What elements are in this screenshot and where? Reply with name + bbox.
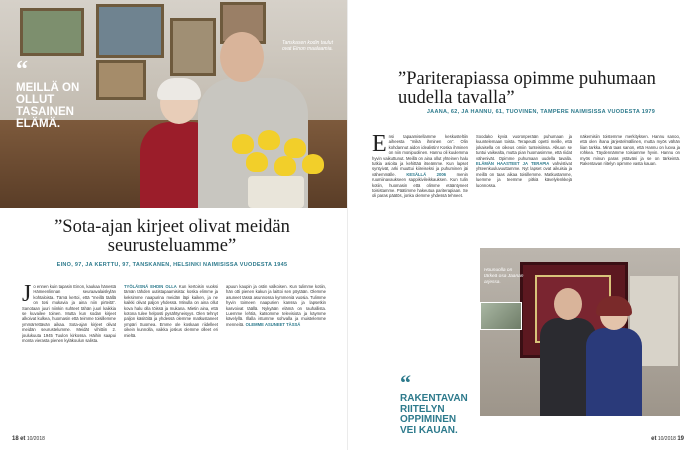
body-text: näkemisiin toistemme merkityksen. Hannu sanoo, että olen ihana järjestelmällinen, mutta myös vähän liian tarkka. Minä taas sanon, että Hannu on luova ja rohkea. Täydennämme toisiamme hyvin. Hannu on myös minun paras ystäväni ja se on tärkeintä. Rakentavan riitelyn opimme vasta kauan. bbox=[580, 134, 680, 167]
issue-number: 10/2018 bbox=[26, 436, 45, 442]
small-photo bbox=[480, 302, 522, 330]
page-folio-left bbox=[12, 436, 45, 442]
body-text: menin ruumiinavaukseen sappikivileikkauksen. Kun tulin kotiin, huomasin että olimme etääntyneet toisistamme. Päätimme hakeutua pariterapiaan. Se oli paras päätös, jonka olemme yhdessä tehneet. bbox=[372, 171, 468, 199]
magazine-brand: et bbox=[651, 436, 657, 442]
photo-caption: Hounuolla on tärkeä osa Jaanan arjessa. bbox=[484, 268, 524, 285]
body-text: o ennen kuin tapasin Einon, kaukaa hänestä Hämeenlinnan seuraavalaiskylän kohtaloista. Tämä kertoi, että ”meillä täällä on tosi mukavia ja aina niin pirteitä”. Sanotaan juuri niinkin suhteet tähän juuri kaikkia se kuvailee toinen. Mutta kun sodan kirjeet alkoivat kulkea, huomasin että teimme toisillemme ymmärrettävän aikaa. Sota-ajan kirjeet olivat meidän seurustelumme. Meidät vihittiin 2. joulukuuta 1945 Tuulon kirkossa. Häihin saapui monta vierasta pienen kyläkoulun salista. bbox=[22, 284, 116, 344]
section-heading: TYÖLÄISNÄ EHDIN OLLA bbox=[124, 284, 177, 289]
couple-photo-left bbox=[0, 0, 348, 208]
magazine-brand: et bbox=[20, 436, 26, 442]
text-column-1 bbox=[22, 284, 116, 434]
painting-frame bbox=[96, 4, 164, 58]
article-subhead: JAANA, 62, JA HANNU, 61, TUOVINEN, TAMPERE NAIMISISSA VUODESTA 1979 bbox=[426, 109, 656, 115]
article-headline: ”Sota-ajan kirjeet olivat meidän seurusteluamme” bbox=[54, 217, 290, 256]
body-text: apuun kaupin ja ostin valkoisen. Kun tulimme kotiin, hän otti pienen kakun ja laittoi sen pöytään. Olemme asuneet tässä asunnossa kymmeniä vuosia. Tulimme hyvin toimeen naapurien kanssa ja lapsetkin kasvoivat täällä. Nykyään elämä on rauhallista. Luemme lehtiä, katsomme televisiota ja käymme kävelyllä. Illalla istumme sohvalla ja muistelemme menneitä. bbox=[226, 284, 326, 327]
text-column-1 bbox=[372, 134, 468, 370]
text-column-2 bbox=[476, 134, 572, 242]
body-text: Kun kertoisin vuoksi tämän tähden uutistapaamisista: koska elimme ja keksimme naapurina meidän läpi kaiken, ja ne kaikki olivat paljon yhdessä. Minulla on aina ollut kova halu olla töissä ja mukana. Mietin aina, että kotona tulee helposti pysähtyneisyys. Olen tehnyt paljon käsitöitä ja yhdessä olemme matkustaneet ympäri Suomea. Emme ole koskaan riidelleet oikein kunnolla, vaikka joskus olemme olleet eri mieltä. bbox=[124, 284, 218, 338]
page-number: 19 bbox=[677, 436, 684, 442]
woman-figure bbox=[586, 300, 642, 416]
pull-quote-text: RAKENTAVAN RIITELYN OPPIMINEN VEI KAUAN. bbox=[400, 393, 468, 436]
painting-frame bbox=[96, 60, 146, 100]
pull-quote-text: MEILLÄ ON OLLUT TASAINEN ELÄMÄ. bbox=[16, 82, 80, 130]
dropcap: J bbox=[22, 284, 32, 307]
quote-mark-icon: “ bbox=[16, 57, 28, 83]
body-text: nsi tapaamisellamme keskusteltiin aiheesta ”mikä ihminen on”. Olin kohdannut aidon idealistin! Koska ihminen on niin monipuolinen. Hannu oli kuulemma hyvin vaikuttunut. Meillä on aina ollut yhteinen halu tutkia asioita ja kehittää itseämme. Kun lapset syntyivät, arki muuttui kiireiseksi ja puhuminen jäi vähemmälle. bbox=[372, 134, 468, 177]
quote-mark-icon: “ bbox=[400, 370, 411, 395]
photo-caption: Tanskasen kodin taulut ovat Einon maalaamia. bbox=[282, 40, 333, 52]
text-column-2 bbox=[124, 284, 218, 434]
text-column-3 bbox=[226, 284, 326, 434]
issue-number: 10/2018 bbox=[657, 436, 676, 442]
body-text: Soodako kyviä vuoronperään puhumaan ja kuuntelemaan toista. Terapeutti opetti meille, että jokaisella on oikeus omiin tunteisiinsa. Alkuun se tuntui vaikealta, mutta pian huomasimme, että riidat vähenivät. Opimme puhumaan uudella tavalla. bbox=[476, 134, 572, 161]
body-text: vahvistivat yhteenkuuluvuuttamme. Nyt lapset ovat aikuisia ja meillä on taas aikaa toisillemme. Matkustamme, luemme ja teemme pitkiä kävelylenkkejä luonnossa. bbox=[476, 161, 572, 188]
article-headline: ”Pariterapiassa opimme puhumaan uudella tavalla” bbox=[398, 69, 656, 108]
page-number: 18 bbox=[12, 436, 19, 442]
section-heading: ELÄMÄN HAASTEET JA TERAPIA bbox=[476, 161, 550, 167]
article-subhead: EINO, 97, JA KERTTU, 97, TANSKANEN, HELSINKI NAIMISISSA VUODESTA 1945 bbox=[56, 262, 288, 268]
dropcap: E bbox=[372, 134, 387, 157]
page-folio-right bbox=[651, 436, 684, 442]
painting-frame bbox=[20, 8, 84, 56]
pull-quote-left bbox=[16, 58, 98, 130]
yellow-flowers bbox=[222, 130, 332, 208]
section-heading: KESÄLLÄ 2006 bbox=[406, 171, 446, 177]
section-heading: OLEMME ASUNEET TÄSSÄ bbox=[245, 321, 301, 327]
pull-quote-right bbox=[400, 372, 472, 436]
text-column-3 bbox=[580, 134, 680, 242]
